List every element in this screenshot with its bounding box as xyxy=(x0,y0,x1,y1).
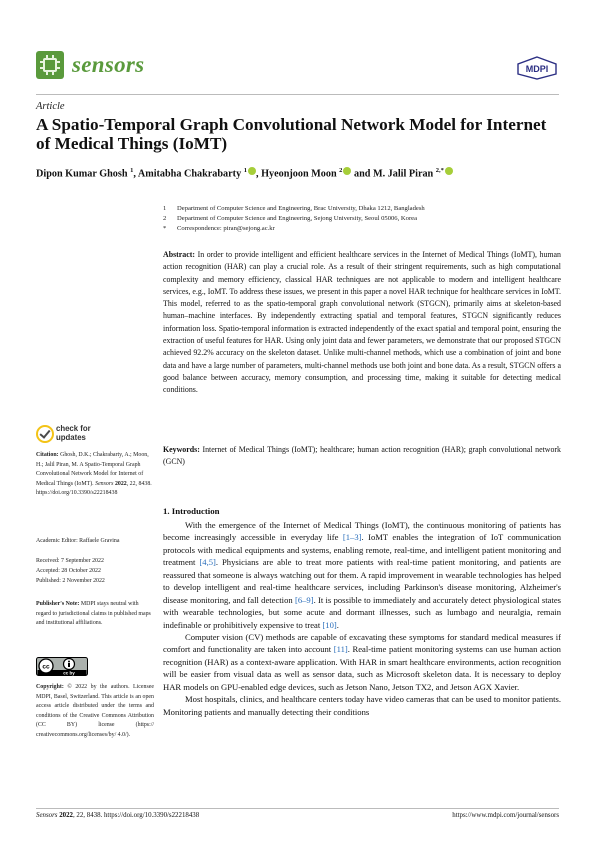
author-affil-mark: 2 xyxy=(339,167,343,174)
copyright-label: Copyright: xyxy=(36,684,64,690)
footer-year: 2022 xyxy=(59,812,73,819)
orcid-icon[interactable] xyxy=(445,167,453,175)
footer-journal-url[interactable]: https://www.mdpi.com/journal/sensors xyxy=(452,812,559,819)
svg-text:cc: cc xyxy=(42,663,50,671)
keywords-label: Keywords: xyxy=(163,445,200,454)
received-date: Received: 7 September 2022 xyxy=(36,558,104,564)
affiliation-text: Department of Computer Science and Engineering, Brac University, Dhaka 1212, Bangladesh xyxy=(177,205,425,212)
abstract-text: In order to provide intelligent and efficient healthcare services in the Internet of Medical Things (IoMT), human action recognition (HAR) can play a crucial role. As a result of their stringent requirements, such as high computational complexity and memory efficiency, classical HAR techniques are not applicable to modern and intelligent healthcare services, e.g., IoMT. To address these issues, we present in this paper a novel HAR technique for healthcare services in IoMT. This model, referred to as the spatio-temporal graph convolutional network (STGCN), primarily aims at skeleton-based human–machine interfaces. By independently extracting spatial and temporal features, STGCN significantly reduces information loss. Spatio-temporal information is extracted independently of the exact spatial and temporal point, ensuring the extraction of useful features for HAR. Using only joint data and fewer parameters, we demonstrate that our proposed STGCN achieved 92.2% accuracy on the skeleton dataset. Unlike multi-channel methods, which use a combination of joint and bone data and have a large number of parameters, multi-channel methods use both joint and bone data. As a result, STGCN offers a good balance between accuracy, memory consumption, and processing time, making it suitable for detecting medical conditions. xyxy=(163,250,561,395)
check-updates-icon xyxy=(36,425,54,443)
citation-block xyxy=(36,451,154,499)
author-affil-mark: 2,* xyxy=(435,167,444,174)
mdpi-logo-text: MDPI xyxy=(525,64,549,74)
citation-journal: Sensors xyxy=(95,480,114,487)
paper-title: A Spatio-Temporal Graph Convolutional Network Model for Internet of Medical Things (IoMT) xyxy=(36,115,547,153)
author-name[interactable]: Amitabha Chakrabarty xyxy=(137,168,242,180)
section-heading: 1. Introduction xyxy=(163,506,220,516)
affiliation xyxy=(163,205,425,212)
article-type: Article xyxy=(36,101,65,112)
header-divider xyxy=(36,94,559,95)
copyright-text: © 2022 by the authors. Licensee MDPI, Basel, Switzerland. This article is an open access article distributed under the terms and conditions of the Creative Commons Attribution (CC BY) license (https:// creativecommons.org/licenses/by/ 4.0/). xyxy=(36,684,154,738)
citation-link[interactable]: [10] xyxy=(322,619,337,630)
author-list: Dipon Kumar Ghosh $^1$, Amitabha Chakrabarty $^1$ , Hyeonjoon Moon $^2$ and M. Jalil Piran $^{2,*}$ xyxy=(36,167,566,179)
affiliation-mark: * xyxy=(163,225,167,232)
orcid-icon[interactable] xyxy=(343,167,351,175)
paragraph: Most hospitals, clinics, and healthcare centers today have video cameras that can be used to monitor patients. Monitoring patients and manually detecting their conditions xyxy=(163,694,561,717)
keywords-text: Internet of Medical Things (IoMT); healthcare; human action recognition (HAR); graph convolutional network (GCN) xyxy=(163,445,561,467)
publisher-note-text: MDPI stays neutral with regard to jurisdictional claims in published maps and institutional affiliations. xyxy=(36,601,151,627)
abstract-label: Abstract: xyxy=(163,250,195,259)
keywords xyxy=(163,444,561,469)
license-badge-text: cc by xyxy=(63,670,75,676)
citation-year: 2022 xyxy=(114,480,127,487)
affiliation xyxy=(163,215,417,222)
affiliation-text: Department of Computer Science and Engineering, Sejong University, Seoul 05006, Korea xyxy=(177,215,418,222)
author-affil-mark: 1 xyxy=(243,167,247,174)
citation-link[interactable]: [4,5] xyxy=(199,557,216,568)
footer-citation xyxy=(36,812,199,819)
footer-divider xyxy=(36,808,559,809)
citation-link[interactable]: [11] xyxy=(333,644,348,655)
author-name[interactable]: Hyeonjoon Moon xyxy=(261,168,337,180)
cc-by-license-icon[interactable] xyxy=(36,657,88,676)
affiliation-text[interactable]: Correspondence: piran@sejong.ac.kr xyxy=(177,225,275,232)
author-name[interactable]: M. Jalil Piran xyxy=(372,168,434,180)
footer-journal: Sensors xyxy=(36,812,58,819)
citation-link[interactable]: [1–3] xyxy=(342,532,362,543)
mdpi-logo-icon xyxy=(515,56,559,80)
accepted-date: Accepted: 28 October 2022 xyxy=(36,568,101,574)
abstract xyxy=(163,249,561,396)
check-updates-label: check for updates xyxy=(56,424,91,442)
citation-label: Citation: xyxy=(36,452,59,458)
paragraph: With the emergence of the Internet of Medical Things (IoMT), the continuous monitoring of patients has become increasingly accessible in everyday life [1–3]. IoMT enables the integration of IoT communication protocols with medical equipments and systems, enabling remote, real-time, and intelligent patient monitoring and treatment [4,5]. Physicians are able to treat more patients with real-time patient monitoring, and patients are reassured that someone is always watching out for them. A rapid improvement in wearable technologies has helped to develop intelligent and real-time healthcare services, including Parkinson's disease monitoring, Alzheimer's disease monitoring, and fall detection [6–9]. It is possible to immediately and accurately detect physiological states with wearable technologies, but some acute and dormant illnesses, such as lumbago and neuralgia, remain indefinable or prohibitively expensive to treat [10]. xyxy=(163,520,562,630)
affiliation-mark: 1 xyxy=(163,205,167,212)
academic-editor: Academic Editor: Raffaele Gravina xyxy=(36,538,120,544)
sensors-logo-icon xyxy=(36,51,64,79)
introduction-body xyxy=(163,519,561,718)
journal-name: sensors xyxy=(72,52,145,77)
citation-text: Ghosh, D.K.; Chakrabarty, A.; Moon, H.; Jalil Piran, M. A Spatio-Temporal Graph Convolutional Network Model for Internet of Medical Things (IoMT). xyxy=(36,452,149,487)
citation-link[interactable]: [6–9] xyxy=(294,594,314,605)
copyright xyxy=(36,683,154,741)
author-name[interactable]: Dipon Kumar Ghosh xyxy=(36,168,128,180)
author-affil-mark: 1 xyxy=(130,167,134,174)
correspondence xyxy=(163,225,275,232)
check-for-updates-button[interactable] xyxy=(36,424,96,446)
paragraph: Computer vision (CV) methods are capable of excavating these symptoms for standard medical measures if comfort and functionality are taken into account [11]. Real-time patient monitoring systems can use human action recognition (HAR) as a context-aware application. With HAR in smart healthcare environments, action recognition will be easier from visual data as well as sensor data, such as Microsoft skeleton data. It is necessary to deploy HAR models on GPU-enabled edge devices, such as Jetson Nano, Jetson TX2, and Jetson AGX Xavier. xyxy=(163,631,561,692)
citation-doi[interactable]: , 22, 8438. https://doi.org/10.3390/s22218438 xyxy=(36,480,152,497)
footer-doi[interactable]: , 22, 8438. https://doi.org/10.3390/s22218438 xyxy=(72,812,200,819)
affiliation-mark: 2 xyxy=(163,215,167,222)
publisher-note-label: Publisher's Note: xyxy=(36,601,80,607)
published-date: Published: 2 November 2022 xyxy=(36,578,105,584)
orcid-icon[interactable] xyxy=(248,167,256,175)
publisher-note xyxy=(36,600,154,629)
